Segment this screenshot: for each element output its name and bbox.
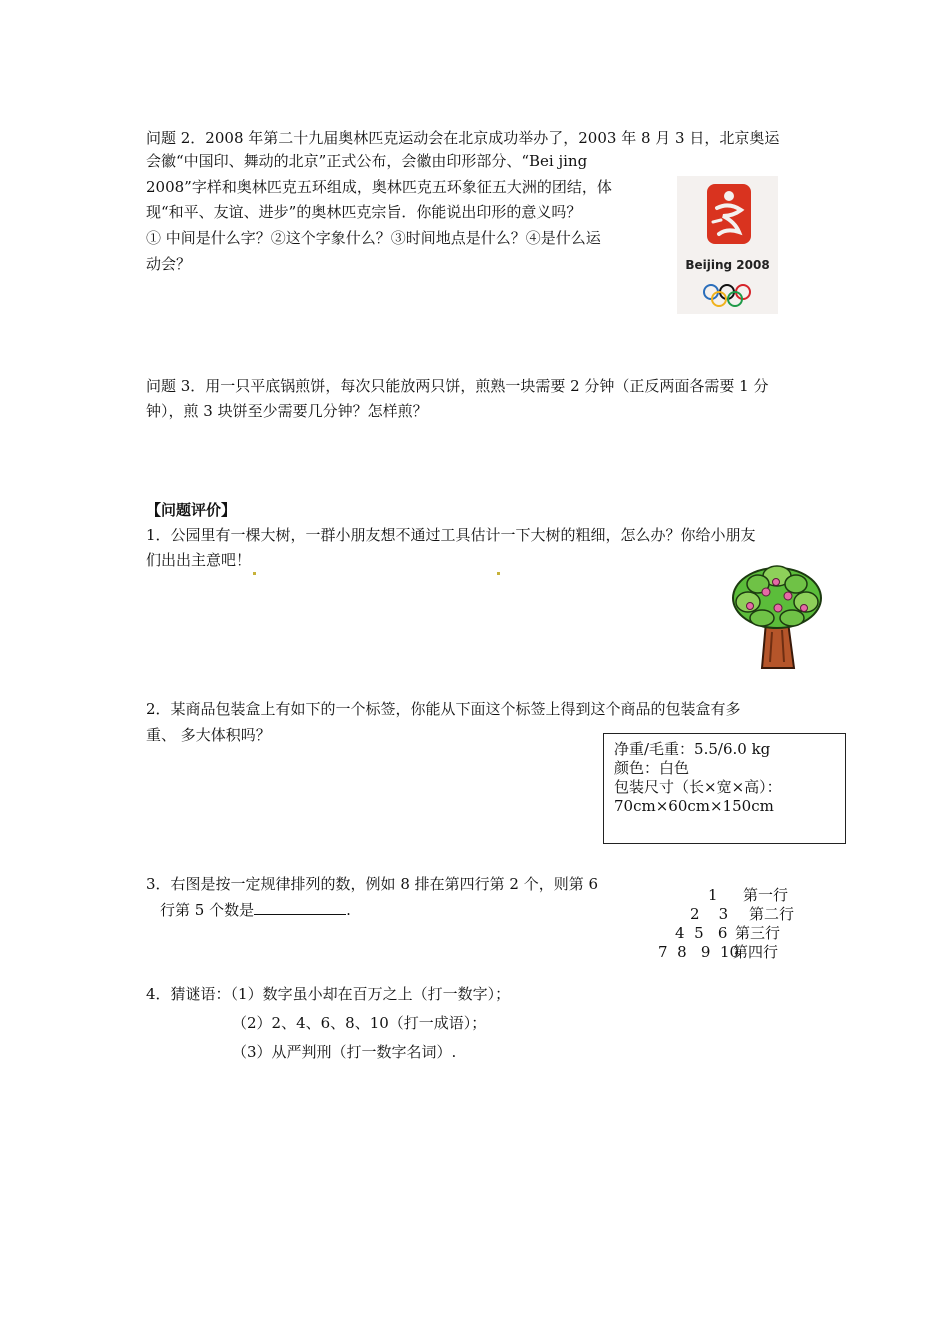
q2-line-2: 会徽“中国印、舞动的北京”正式公布，会徽由印形部分、“Bei jing	[146, 152, 588, 170]
e3-line-2-prefix: 行第 5 个数是	[160, 901, 255, 919]
label-size-title: 包装尺寸（长×宽×高）：	[614, 778, 782, 796]
product-label	[603, 733, 846, 844]
triangle-row-2	[690, 905, 728, 924]
e4-line-3: （3）从严判刑（打一数字名词）.	[232, 1043, 457, 1061]
triangle-row-3-nums: 4 5 6	[675, 924, 728, 942]
logo-text: Beijing 2008	[685, 258, 770, 272]
e4-line-2: （2）2、4、6、8、10（打一成语）；	[232, 1014, 487, 1032]
e2-line-1: 2．某商品包装盒上有如下的一个标签，你能从下面这个标签上得到这个商品的包装盒有多	[146, 700, 741, 718]
e3-line-2-suffix: .	[346, 901, 351, 919]
e1-line-1: 1．公园里有一棵大树，一群小朋友想不通过工具估计一下大树的粗细，怎么办？你给小朋友	[146, 526, 756, 544]
q3-line-1: 问题 3．用一只平底锅煎饼，每次只能放两只饼，煎熟一块需要 2 分钟（正反两面各需要 1 分	[146, 377, 769, 395]
label-color: 颜色：白色	[614, 759, 690, 777]
q2-line-4: 现“和平、友谊、进步”的奥林匹克宗旨．你能说出印形的意义吗？	[146, 203, 582, 221]
e1-line-2: 们出出主意吧！	[146, 551, 252, 569]
decor-dot	[497, 572, 500, 575]
q2-line-3: 2008”字样和奥林匹克五环组成，奥林匹克五环象征五大洲的团结，体	[146, 178, 612, 196]
label-weight: 净重/毛重：5.5/6.0 kg	[614, 740, 771, 758]
q2-line-6: 动会？	[146, 255, 192, 273]
beijing-2008-logo	[677, 176, 778, 314]
e4-line-1: 4．猜谜语：（1）数字虽小却在百万之上（打一数字）；	[146, 985, 511, 1003]
triangle-row-3	[675, 924, 727, 943]
triangle-row-4-label: 第四行	[733, 943, 779, 961]
triangle-row-4	[658, 943, 739, 962]
triangle-row-2-label: 第二行	[749, 905, 795, 923]
tree-illustration	[728, 562, 826, 672]
triangle-row-2-nums: 2 3	[690, 905, 729, 923]
answer-blank[interactable]	[254, 898, 346, 915]
triangle-row-3-label: 第三行	[735, 924, 781, 942]
q3-line-2: 钟），煎 3 块饼至少需要几分钟？怎样煎？	[146, 402, 428, 420]
e3-line-2	[160, 898, 351, 921]
triangle-row-1-label: 第一行	[743, 886, 789, 904]
e3-line-1: 3．右图是按一定规律排列的数，例如 8 排在第四行第 2 个，则第 6	[146, 875, 599, 893]
triangle-row-1	[708, 886, 718, 905]
triangle-row-4-nums: 7 8 9 10	[658, 943, 740, 961]
triangle-row-1-nums: 1	[708, 886, 718, 904]
label-size-value: 70cm×60cm×150cm	[614, 797, 774, 815]
q2-line-1: 问题 2．2008 年第二十九届奥林匹克运动会在北京成功举办了，2003 年 8 月 3 日，北京奥运	[146, 129, 780, 147]
section-title: 【问题评价】	[146, 501, 237, 519]
q2-line-5: ① 中间是什么字？②这个字象什么？③时间地点是什么？④是什么运	[146, 229, 601, 247]
decor-dot	[253, 572, 256, 575]
e2-line-2: 重、 多大体积吗？	[146, 726, 271, 744]
